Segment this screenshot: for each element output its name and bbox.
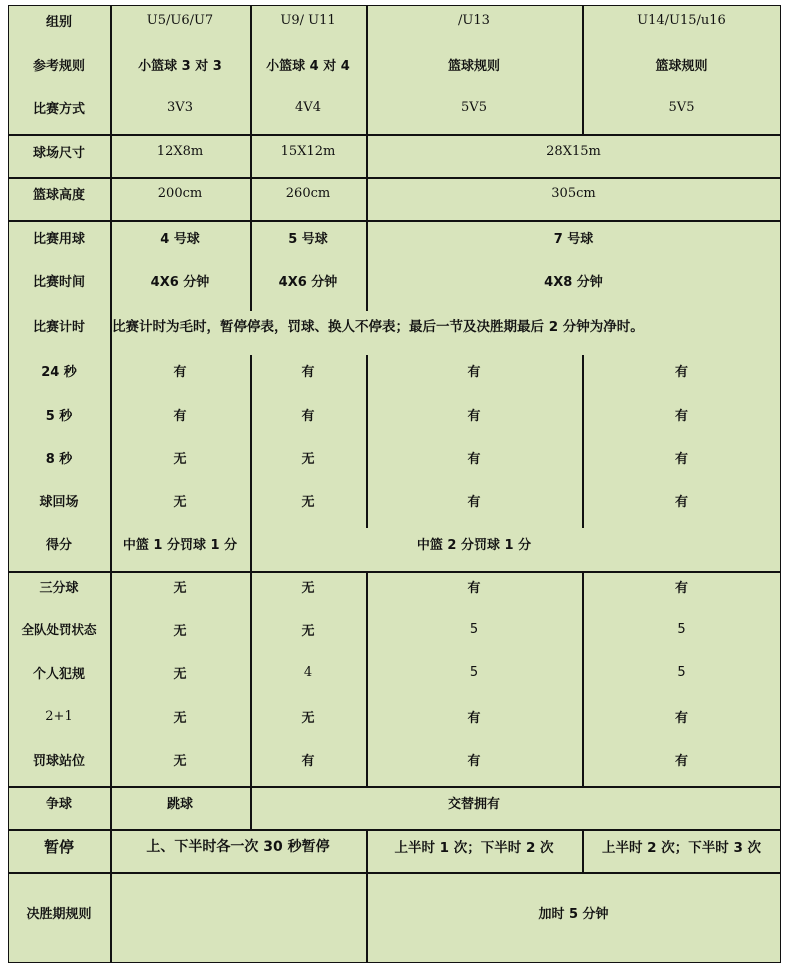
cell-value: 200cm [157, 185, 203, 201]
cell-value: 比赛计时为毛时，暂停停表，罚球、换人不停表；最后一节及决胜期最后 2 分钟为净时。 [112, 319, 644, 335]
row-label: 罚球站位 [32, 753, 85, 769]
group-header: U14/U15/u16 [637, 12, 726, 28]
cell-value: 15X12m [280, 143, 336, 159]
cell-value: 4 号球 [160, 231, 200, 247]
cell-value: 260cm [285, 185, 331, 201]
cell-value: 无 [173, 710, 187, 726]
cell-value: 无 [173, 451, 187, 467]
row-label: 得分 [45, 537, 72, 553]
cell-value: 有 [674, 753, 688, 769]
cell-value: 有 [173, 364, 187, 380]
row-label: 24 秒 [41, 364, 77, 380]
cell-value: 有 [301, 408, 315, 424]
group-header: /U13 [458, 12, 490, 28]
row-label: 篮球高度 [32, 187, 85, 203]
row-label: 争球 [45, 796, 72, 812]
row-label: 球回场 [39, 494, 79, 510]
group-header: U5/U6/U7 [146, 12, 214, 28]
cell-value: 有 [674, 451, 688, 467]
cell-value: 加时 5 分钟 [538, 906, 609, 922]
cell-value: 有 [467, 364, 481, 380]
row-label: 比赛计时 [32, 319, 85, 335]
row-label: 组别 [45, 14, 72, 30]
cell-value: 有 [674, 408, 688, 424]
cell-value: 小篮球 3 对 3 [138, 58, 222, 74]
cell-value: 有 [301, 364, 315, 380]
cell-value: 5 [469, 664, 479, 680]
cell-value: 上半时 2 次；下半时 3 次 [601, 840, 762, 856]
cell-value: 中篮 1 分罚球 1 分 [122, 537, 238, 553]
cell-value: 4X6 分钟 [278, 274, 338, 290]
cell-value: 有 [674, 710, 688, 726]
cell-value: 305cm [551, 185, 596, 201]
cell-value: 12X8m [156, 143, 204, 159]
row-label: 比赛方式 [32, 101, 85, 117]
cell-value: 有 [674, 364, 688, 380]
cell-value: 上、下半时各一次 30 秒暂停 [146, 839, 330, 855]
cell-value: 5 号球 [288, 231, 328, 247]
cell-value: 无 [173, 666, 187, 682]
cell-value: 4 [303, 664, 313, 680]
row-label: 全队处罚状态 [21, 622, 97, 637]
row-label: 三分球 [39, 580, 79, 596]
row-label: 个人犯规 [32, 666, 85, 682]
row-label: 2+1 [45, 708, 73, 724]
row-label: 5 秒 [45, 408, 73, 424]
cell-value: 无 [301, 494, 315, 510]
row-label: 比赛用球 [32, 231, 85, 247]
row-label: 参考规则 [32, 58, 85, 74]
row-label: 决胜期规则 [26, 906, 92, 922]
cell-value: 28X15m [546, 143, 601, 159]
cell-value: 有 [674, 494, 688, 510]
cell-value: 无 [173, 494, 187, 510]
cell-value: 有 [173, 408, 187, 424]
cell-value: 小篮球 4 对 4 [266, 58, 350, 74]
row-label: 比赛时间 [32, 274, 85, 290]
group-header: U9/ U11 [280, 12, 336, 28]
cell-value: 5V5 [668, 99, 695, 115]
cell-value: 3V3 [167, 99, 193, 115]
cell-value: 无 [173, 753, 187, 769]
cell-value: 无 [301, 623, 315, 639]
cell-value: 无 [301, 451, 315, 467]
cell-value: 跳球 [166, 796, 193, 812]
cell-value: 4X6 分钟 [150, 274, 210, 290]
cell-value: 无 [173, 623, 187, 639]
cell-value: 7 号球 [553, 231, 594, 247]
cell-value: 篮球规则 [447, 58, 500, 74]
cell-value: 中篮 2 分罚球 1 分 [416, 537, 532, 553]
cell-value [110, 873, 366, 951]
cell-value: 有 [467, 710, 481, 726]
cell-value: 4V4 [295, 99, 321, 115]
cell-value: 有 [467, 494, 481, 510]
cell-value: 有 [674, 580, 688, 596]
cell-value: 有 [467, 451, 481, 467]
row-label: 8 秒 [45, 451, 73, 467]
cell-value: 5 [677, 664, 686, 680]
row-label: 球场尺寸 [32, 145, 85, 161]
cell-value: 无 [173, 580, 187, 596]
row-label: 暂停 [43, 837, 74, 856]
cell-value: 有 [467, 408, 481, 424]
cell-value: 5 [677, 621, 686, 637]
cell-value: 上半时 1 次；下半时 2 次 [394, 840, 554, 856]
cell-value: 5 [469, 621, 479, 637]
cell-value: 无 [301, 710, 315, 726]
cell-value: 篮球规则 [655, 58, 708, 74]
cell-value: 有 [467, 580, 481, 596]
cell-value: 4X8 分钟 [544, 274, 603, 290]
cell-value: 有 [301, 753, 315, 769]
cell-value: 5V5 [461, 99, 487, 115]
cell-value: 有 [467, 753, 481, 769]
cell-value: 无 [301, 580, 315, 596]
cell-value: 交替拥有 [447, 796, 500, 812]
